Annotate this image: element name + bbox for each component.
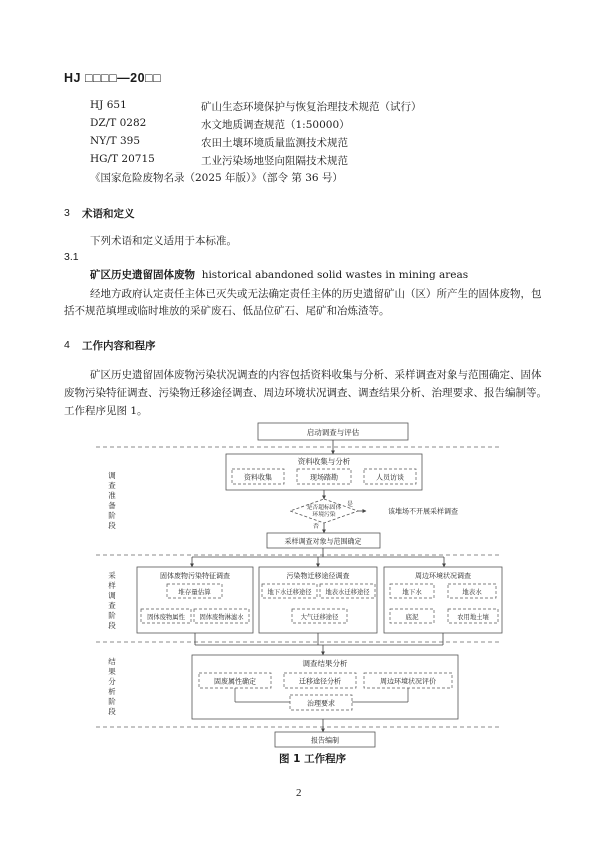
environment-item: 农用地土壤 [457,614,489,621]
term-english: historical abandoned solid wastes in mining areas [201,269,469,281]
reference-code: HJ 651 [90,99,127,111]
reference-code: DZ/T 0282 [90,117,147,129]
term-chinese: 矿区历史遗留固体废物 [90,269,195,281]
stage-label-analysis: 结果分析阶段 [108,657,116,716]
section-4-number: 4 [64,339,70,351]
result-item: 周边环境状况评价 [380,677,436,686]
document-header: HJ □□□□—20□□ [64,71,162,85]
section-3-title: 术语和定义 [82,208,135,220]
section-4-title: 工作内容和程序 [82,340,156,352]
reference-code: NY/T 395 [90,135,141,147]
decision-label: 是否超标固体环境污染 [306,505,342,518]
stage-label-preparation: 调查准备阶段 [108,471,116,530]
section-4-paragraph-line: 工作程序见图 1。 [64,405,148,417]
governance-label: 治理要求 [307,699,335,708]
migration-item: 地表水迁移途径 [325,589,370,596]
collect-title: 资料收集与分析 [297,457,351,466]
collect-item: 资料收集 [244,473,272,482]
waste-item: 堆存量估算 [178,588,211,596]
decision-no-label: 否 [312,523,320,530]
page-number: 2 [296,787,302,799]
reference-title: 水文地质调查规范（1:50000） [201,119,350,131]
environment-item: 地下水 [402,588,422,596]
reference-extra: 《国家危险废物名录（2025 年版）》（部令 第 36 号） [90,172,343,184]
report-label: 报告编制 [311,736,339,745]
migration-title: 污染物迁移途径调查 [286,572,350,580]
collect-item: 人员访谈 [376,473,404,482]
section-4-paragraph-line: 废物污染特征调查、污染物迁移途径调查、周边环境状况调查、调查结果分析、治理要求、报告编制等。 [64,387,547,399]
term-number: 3.1 [64,251,79,263]
environment-title: 周边环境状况调查 [415,572,471,580]
stop-label: 该堆场不开展采样调查 [388,507,458,516]
environment-item: 底泥 [405,613,419,621]
reference-title: 农田土壤环境质量监测技术规范 [201,137,348,149]
figure-caption: 图 1 工作程序 [279,753,347,765]
term-definition-line: 经地方政府认定责任主体已灭失或无法确定责任主体的历史遗留矿山（区）所产生的固体废物，包 [90,288,542,300]
environment-item: 地表水 [462,588,482,596]
start-label: 启动调查与评估 [306,428,360,437]
waste-item: 固体废物属性 [147,614,185,621]
term-definition-line: 括不规范填埋或临时堆放的采矿废石、低品位矿石、尾矿和冶炼渣等。 [64,305,390,317]
waste-title: 固体废物污染特征调查 [160,572,230,580]
reference-code: HG/T 20715 [90,153,155,165]
result-item: 固废属性确定 [214,677,256,686]
decision-yes-label: 是 [346,501,354,508]
migration-item: 地下水迁移途径 [267,589,312,596]
result-title: 调查结果分析 [302,659,348,668]
collect-item: 现场踏勘 [310,473,338,482]
result-item: 迁移途径分析 [299,677,341,686]
section-3-number: 3 [64,207,70,219]
section-3-intro: 下列术语和定义适用于本标准。 [90,235,237,247]
migration-item: 大气迁移途径 [300,614,339,621]
reference-title: 矿山生态环境保护与恢复治理技术规范（试行） [201,101,422,113]
waste-item: 固体废物淋滤水 [199,614,244,621]
stage-label-sampling: 采样调查阶段 [108,571,116,630]
sampling-scope-label: 采样调查对象与范围确定 [284,537,362,546]
section-4-paragraph-line: 矿区历史遗留固体废物污染状况调查的内容包括资料收集与分析、采样调查对象与范围确定、固体 [90,369,542,381]
reference-title: 工业污染场地竖向阻隔技术规范 [201,155,348,167]
